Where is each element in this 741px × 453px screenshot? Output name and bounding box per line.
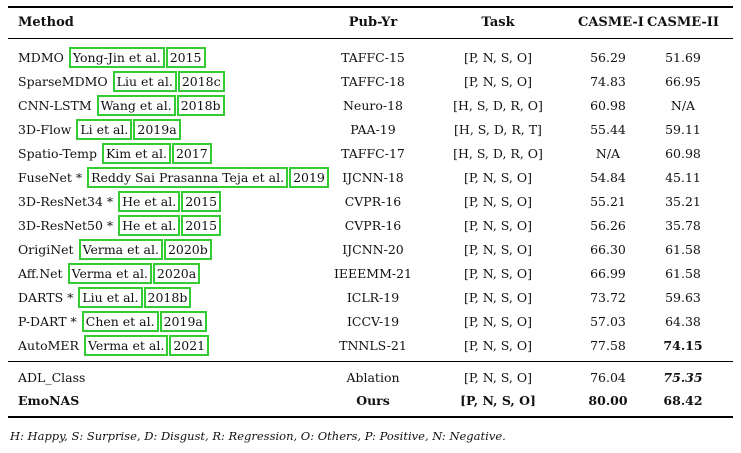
citation-author[interactable]: Yong-Jin et al. [69,47,165,68]
table-row [8,46,733,70]
pub-cell: CVPR-16 [344,194,402,209]
casme1-cell: 74.83 [590,74,626,89]
casme2-cell: 35.21 [665,194,701,209]
table-row [8,334,733,358]
method-name: P-DART [18,314,67,329]
casme2-cell: 74.15 [663,338,703,353]
table-row [8,238,733,262]
task-cell: [P, N, S, O] [460,393,536,408]
method-cell [18,214,221,238]
method-name: 3D-ResNet50 [18,218,103,233]
pub-cell: ICCV-19 [346,314,400,329]
casme1-cell: 76.04 [590,370,626,385]
method-star: * [102,194,114,209]
task-cell: [H, S, D, R, O] [453,98,543,113]
method-name: 3D-ResNet34 [18,194,103,209]
header-rule [8,38,733,39]
citation-year[interactable]: 2015 [166,47,206,68]
casme1-cell: 54.84 [590,170,626,185]
casme1-cell: 66.30 [590,242,626,257]
task-cell: [P, N, S, O] [464,242,532,257]
casme1-cell: 55.44 [590,122,626,137]
table-row [8,262,733,286]
table-footnote: H: Happy, S: Surprise, D: Disgust, R: Regression, O: Others, P: Positive, N: Negative. [10,429,506,443]
method-cell [18,118,181,142]
citation-year[interactable]: 2018b [144,287,192,308]
casme1-cell: 56.29 [590,50,626,65]
method-star: * [66,314,77,329]
task-cell: [P, N, S, O] [464,290,532,305]
citation-author[interactable]: Liu et al. [78,287,142,308]
method-star: * [102,218,114,233]
casme1-cell: 66.99 [590,266,626,281]
method-name: ADL_Class [18,370,86,385]
method-name: DARTS [18,290,64,305]
method-cell [18,190,221,214]
header-casme2: CASME-II [647,15,719,30]
casme2-cell: N/A [670,98,696,113]
citation-author[interactable]: Verma et al. [68,263,152,284]
citation-author[interactable]: Liu et al. [113,71,177,92]
casme2-cell: 59.11 [665,122,701,137]
task-cell: [P, N, S, O] [464,194,532,209]
method-name: CNN-LSTM [18,98,92,113]
casme2-cell: 45.11 [665,170,701,185]
method-name: OrigiNet [18,242,74,257]
pub-cell: TAFFC-17 [341,146,405,161]
method-name: 3D-Flow [18,122,72,137]
method-name: Spatio-Temp [18,146,97,161]
pub-cell: TAFFC-18 [341,74,405,89]
pub-cell: TNNLS-21 [339,338,407,353]
casme1-cell: 57.03 [590,314,626,329]
method-cell [18,334,209,358]
citation-author[interactable]: He et al. [118,215,180,236]
casme2-cell: 35.78 [665,218,701,233]
method-cell [18,142,212,166]
header-task: Task [481,15,515,30]
table-row [8,310,733,334]
table-row [8,142,733,166]
method-cell [18,166,329,190]
pub-cell: Neuro-18 [342,98,404,113]
method-cell [18,94,225,118]
method-name: FuseNet [18,170,72,185]
casme2-cell: 75.35 [663,370,703,385]
citation-year[interactable]: 2019 [289,167,329,188]
table-row [8,118,733,142]
method-name: AutoMER [18,338,79,353]
citation-year[interactable]: 2020a [153,263,200,284]
citation-year[interactable]: 2017 [172,143,212,164]
table-row [8,286,733,310]
casme2-cell: 64.38 [665,314,701,329]
method-name: Aff.Net [18,266,63,281]
pub-cell: Ablation [346,370,400,385]
task-cell: [P, N, S, O] [464,218,532,233]
table-row [8,166,733,190]
casme1-cell: 77.58 [590,338,626,353]
method-name: SparseMDMO [18,74,108,89]
method-name: EmoNAS [18,393,80,408]
casme1-cell: 55.21 [590,194,626,209]
pub-cell: IEEEMM-21 [333,266,413,281]
task-cell: [P, N, S, O] [464,74,532,89]
task-cell: [P, N, S, O] [464,370,532,385]
casme2-cell: 60.98 [665,146,701,161]
pub-cell: Ours [356,393,390,408]
table-row [8,70,733,94]
pub-cell: IJCNN-18 [342,170,404,185]
pub-cell: ICLR-19 [346,290,400,305]
pub-cell: TAFFC-15 [341,50,405,65]
citation-year[interactable]: 2015 [181,215,221,236]
table-row-adl [8,366,733,390]
citation-author[interactable]: Wang et al. [97,95,176,116]
citation-author[interactable]: Verma et al. [84,335,168,356]
method-name: MDMO [18,50,64,65]
citation-author[interactable]: He et al. [118,191,180,212]
citation-author[interactable]: Verma et al. [79,239,163,260]
citation-year[interactable]: 2019a [160,311,207,332]
citation-author[interactable]: Reddy Sai Prasanna Teja et al. [87,167,288,188]
method-star: * [63,290,74,305]
casme2-cell: 61.58 [665,266,701,281]
table-header [8,11,733,35]
method-cell [18,70,225,94]
method-star: * [71,170,83,185]
casme2-cell: 68.42 [663,393,703,408]
task-cell: [H, S, D, R, O] [453,146,543,161]
method-cell [18,238,212,262]
table-row [8,190,733,214]
table-row [8,214,733,238]
task-cell: [P, N, S, O] [464,338,532,353]
citation-year[interactable]: 2021 [169,335,209,356]
bottom-rule [8,416,733,418]
task-cell: [P, N, S, O] [464,50,532,65]
casme1-cell: 73.72 [590,290,626,305]
method-cell [18,46,206,70]
casme2-cell: 51.69 [665,50,701,65]
task-cell: [H, S, D, R, T] [454,122,542,137]
table-row-emonas [8,389,733,413]
method-cell [18,262,200,286]
casme1-cell: 80.00 [588,393,628,408]
method-cell [18,286,191,310]
casme1-cell: N/A [595,146,621,161]
top-rule [8,6,733,8]
casme2-cell: 66.95 [665,74,701,89]
method-cell [18,310,207,334]
casme2-cell: 59.63 [665,290,701,305]
citation-author[interactable]: Li et al. [76,119,132,140]
pub-cell: PAA-19 [350,122,396,137]
pub-cell: IJCNN-20 [342,242,404,257]
header-casme1: CASME-I [578,15,644,30]
citation-year[interactable]: 2018b [177,95,225,116]
casme1-cell: 60.98 [590,98,626,113]
table-row [8,94,733,118]
citation-year[interactable]: 2018c [178,71,225,92]
citation-year[interactable]: 2020b [164,239,212,260]
casme1-cell: 56.26 [590,218,626,233]
citation-year[interactable]: 2015 [181,191,221,212]
citation-author[interactable]: Kim et al. [102,143,171,164]
citation-author[interactable]: Chen et al. [82,311,159,332]
citation-year[interactable]: 2019a [133,119,180,140]
header-method: Method [18,15,74,30]
header-pub: Pub-Yr [348,15,398,30]
task-cell: [P, N, S, O] [464,266,532,281]
task-cell: [P, N, S, O] [464,170,532,185]
mid-rule [8,361,733,362]
task-cell: [P, N, S, O] [464,314,532,329]
casme2-cell: 61.58 [665,242,701,257]
pub-cell: CVPR-16 [344,218,402,233]
